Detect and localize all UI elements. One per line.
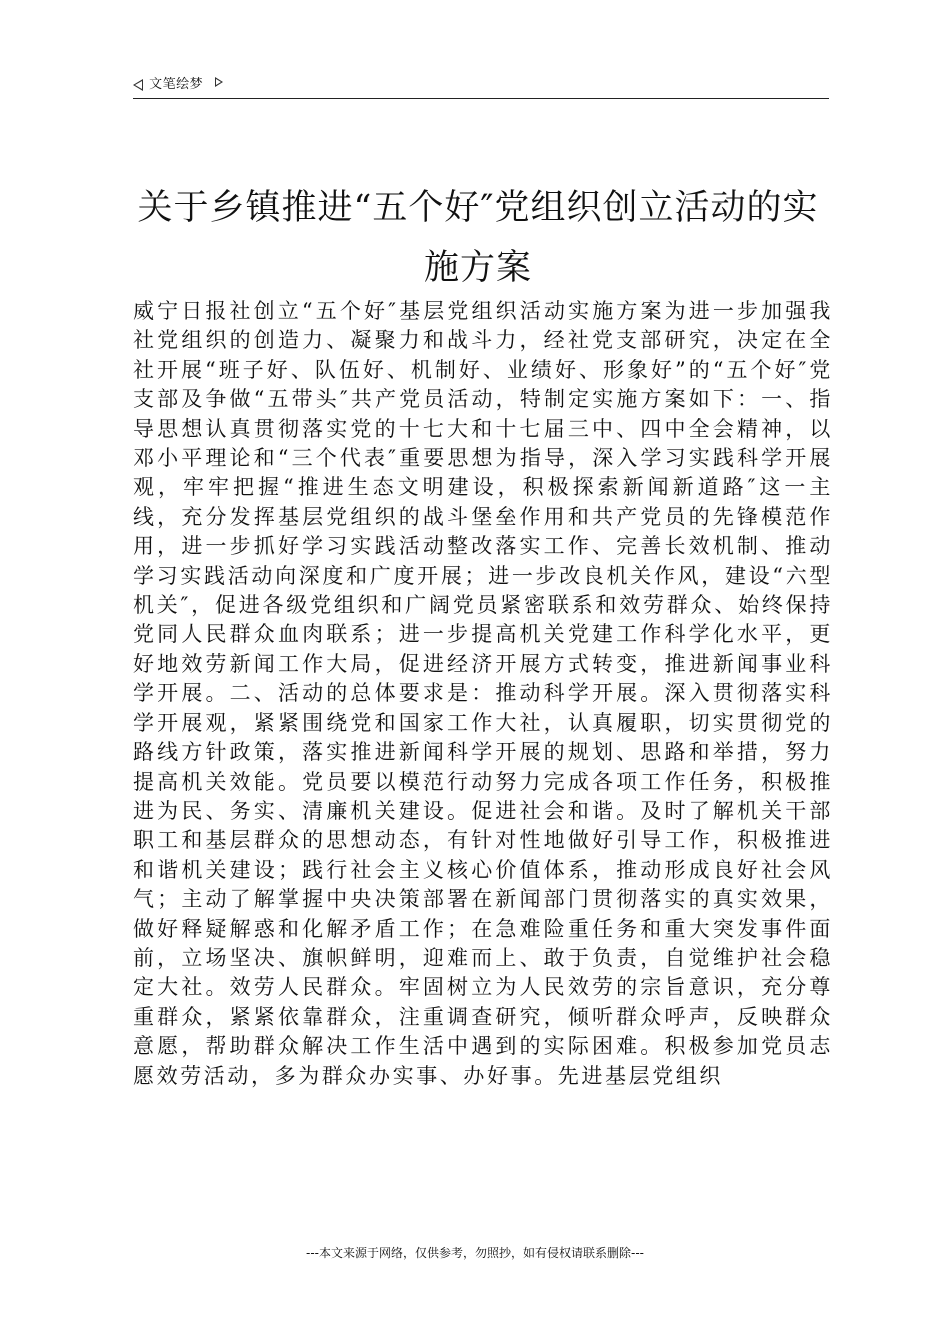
triangle-right-icon bbox=[215, 77, 223, 87]
document-title: 关于乡镇推进“五个好″党组织创立活动的实施方案 bbox=[137, 188, 819, 288]
document-body: 威宁日报社创立“五个好″基层党组织活动实施方案为进一步加强我社党组织的创造力、凝聚力和战斗力，经社党支部研究，决定在全社开展“班子好、队伍好、机制好、业绩好、形象好”的“五个好″党支部及争做“五带头″共产党员活动，特制定实施方案如下：一、指导思想认真贯彻落实党的十七大和十七届三中、四中全会精神，以邓小平理论和“三个代表″重要思想为指导，深入学习实践科学开展观，牢牢把握“推进生态文明建设，积极探索新闻新道路″这一主线，充分发挥基层党组织的战斗堡垒作用和共产党员的先锋模范作用，进一步抓好学习实践活动整改落实工作、完善长效机制、推动学习实践活动向深度和广度开展；进一步改良机关作风，建设“六型机关″，促进各级党组织和广阔党员紧密联系和效劳群众、始终保持党同人民群众血肉联系；进一步提高机关党建工作科学化水平，更好地效劳新闻工作大局，促进经济开展方式转变，推进新闻事业科学开展。二、活动的总体要求是：推动科学开展。深入贯彻落实科学开展观，紧紧围绕党和国家工作大社，认真履职，切实贯彻党的路线方针政策，落实推进新闻科学开展的规划、思路和举措，努力提高机关效能。党员要以模范行动努力完成各项工作任务，积极推进为民、务实、清廉机关建设。促进社会和谐。及时了解机关干部职工和基层群众的思想动态，有针对性地做好引导工作，积极推进和谐机关建设；践行社会主义核心价值体系，推动形成良好社会风气；主动了解掌握中央决策部署在新闻部门贯彻落实的真实效果，做好释疑解惑和化解矛盾工作；在急难险重任务和重大突发事件面前，立场坚决、旗帜鲜明，迎难而上、敢于负责，自觉维护社会稳定大社。效劳人民群众。牢固树立为人民效劳的宗旨意识，充分尊重群众，紧紧依靠群众，注重调查研究，倾听群众呼声，反映群众意愿，帮助群众解决工作生活中遇到的实际困难。积极参加党员志愿效劳活动，多为群众办实事、办好事。先进基层党组织 bbox=[133, 299, 833, 1088]
page-header bbox=[133, 76, 829, 99]
footer-notice: ---本文来源于网络，仅供参考，勿照抄，如有侵权请联系删除--- bbox=[306, 1246, 644, 1260]
header-brand: 文笔绘梦 bbox=[149, 77, 204, 92]
triangle-left-icon bbox=[133, 79, 143, 91]
